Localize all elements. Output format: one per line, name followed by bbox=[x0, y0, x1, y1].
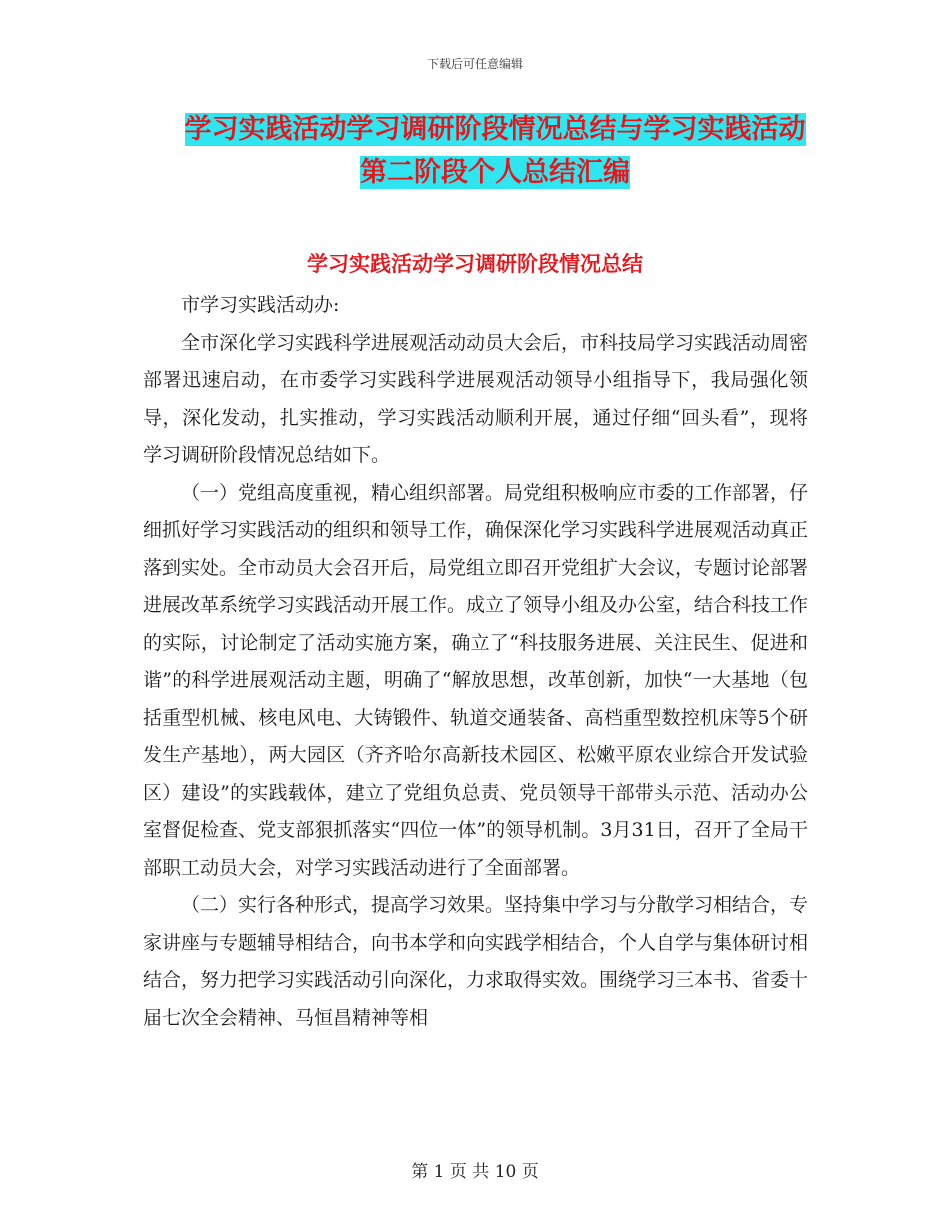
page-footer: 第 1 页 共 10 页 bbox=[411, 1162, 539, 1182]
title-line-1: 学习实践活动学习调研阶段情况总结与学习实践活动 bbox=[184, 114, 806, 145]
section-two-paragraph: （二）实行各种形式，提高学习效果。坚持集中学习与分散学习相结合，专家讲座与专题辅导相结合，向书本学和向实践学相结合，个人自学与集体研讨相结合，努力把学习实践活动引向深化，力求取得实效。围绕学习三本书、省委十届七次全会精神、马恒昌精神等相 bbox=[143, 894, 809, 1029]
section-one-paragraph: （一）党组高度重视，精心组织部署。局党组积极响应市委的工作部署，仔细抓好学习实践活动的组织和领导工作，确保深化学习实践科学进展观活动真正落到实处。全市动员大会召开后，局党组立即召开党组扩大会议，专题讨论部署进展改革系统学习实践活动开展工作。成立了领导小组及办公室，结合科技工作的实际，讨论制定了活动实施方案，确立了“科技服务进展、关注民生、促进和谐”的科学进展观活动主题，明确了“解放思想，改革创新，加快“一大基地（包括重型机械、核电风电、大铸锻件、轨道交通装备、高档重型数控机床等5个研发生产基地），两大园区（齐齐哈尔高新技术园区、松嫩平原农业综合开发试验区）建设”的实践载体，建立了党组负总责、党员领导干部带头示范、活动办公室督促检查、党支部狠抓落实“四位一体”的领导机制。3月31日，召开了全局干部职工动员大会，对学习实践活动进行了全面部署。 bbox=[143, 481, 809, 879]
intro-paragraph: 全市深化学习实践科学进展观活动动员大会后，市科技局学习实践活动周密部署迅速启动，在市委学习实践科学进展观活动领导小组指导下，我局强化领导，深化发动，扎实推动，学习实践活动顺利开展，通过仔细“回头看”，现将学习调研阶段情况总结如下。 bbox=[143, 331, 809, 466]
title-line-2: 第二阶段个人总结汇编 bbox=[360, 157, 630, 188]
salutation-paragraph: 市学习实践活动办: bbox=[181, 294, 340, 316]
body-text bbox=[143, 287, 808, 1037]
header-note: 下载后可任意编辑 bbox=[426, 57, 523, 71]
section-title: 学习实践活动学习调研阶段情况总结 bbox=[307, 252, 643, 276]
document-title bbox=[150, 108, 840, 194]
